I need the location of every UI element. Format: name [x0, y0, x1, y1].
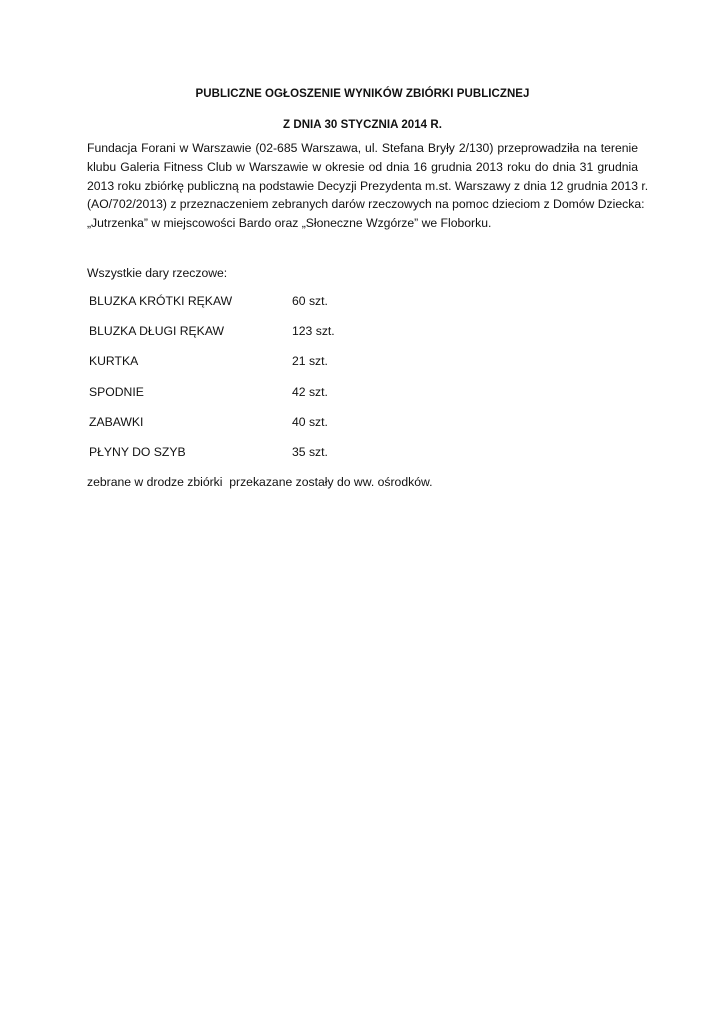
- paragraph-line: Fundacja Forani w Warszawie (02-685 Warszawa, ul. Stefana Bryły 2/130) przeprowadziła na terenie: [87, 141, 638, 155]
- announcement-paragraph: [87, 139, 649, 233]
- item-quantity: 21 szt.: [292, 354, 328, 369]
- paragraph-line: 2013 roku zbiórkę publiczną na podstawie Decyzji Prezydenta m.st. Warszawy z dnia 12 grudnia 2013 r.: [87, 178, 649, 193]
- table-row: [89, 354, 489, 384]
- item-name: PŁYNY DO SZYB: [89, 444, 186, 459]
- table-row: [89, 415, 489, 445]
- item-quantity: 123 szt.: [292, 324, 335, 339]
- item-quantity: 35 szt.: [292, 444, 328, 459]
- items-table: [89, 294, 489, 475]
- closing-statement: zebrane w drodze zbiórki przekazane zostały do ww. ośrodków.: [87, 475, 433, 489]
- item-quantity: 40 szt.: [292, 414, 328, 429]
- item-name: ZABAWKI: [89, 414, 144, 429]
- paragraph-line: (AO/702/2013) z przeznaczeniem zebranych darów rzeczowych na pomoc dzieciom z Domów Dziecka:: [87, 197, 645, 212]
- document-title: PUBLICZNE OGŁOSZENIE WYNIKÓW ZBIÓRKI PUBLICZNEJ: [195, 88, 530, 100]
- item-quantity: 60 szt.: [292, 294, 328, 308]
- item-name: SPODNIE: [89, 384, 144, 399]
- item-name: KURTKA: [89, 354, 139, 369]
- item-name: BLUZKA KRÓTKI RĘKAW: [89, 294, 233, 308]
- table-row: [89, 324, 489, 354]
- document-date: Z DNIA 30 STYCZNIA 2014 R.: [283, 119, 442, 131]
- paragraph-line: „Jutrzenka” w miejscowości Bardo oraz „Słoneczne Wzgórze” we Floborku.: [87, 216, 492, 231]
- table-row: [89, 385, 489, 415]
- item-name: BLUZKA DŁUGI RĘKAW: [89, 324, 224, 339]
- table-row: [89, 294, 489, 324]
- table-row: [89, 445, 489, 475]
- paragraph-line: klubu Galeria Fitness Club w Warszawie w okresie od dnia 16 grudnia 2013 roku do dnia 31 grudnia: [87, 159, 638, 174]
- item-quantity: 42 szt.: [292, 384, 328, 399]
- items-intro: Wszystkie dary rzeczowe:: [87, 266, 228, 280]
